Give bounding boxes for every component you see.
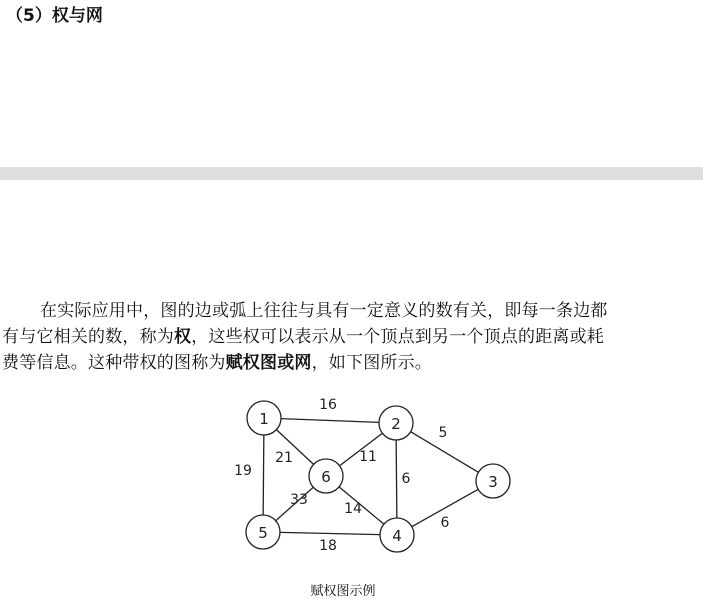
figure-caption: 赋权图示例 [310, 584, 376, 599]
graph-nodes [246, 401, 510, 552]
edge-weight-3-4: 6 [440, 515, 450, 531]
paragraph-line-2-prefix: 有与它相关的数，称为 [2, 327, 174, 347]
edge-weight-2-3: 5 [438, 425, 448, 441]
edge-weight-1-5: 19 [234, 463, 252, 479]
graph-edge-1-2 [281, 419, 379, 423]
edge-weight-2-6: 11 [359, 449, 377, 465]
edge-weight-1-6: 21 [275, 450, 293, 466]
term-weighted-graph: 赋权图或网 [225, 353, 312, 373]
edge-weight-1-2: 16 [319, 397, 337, 413]
graph-edge-1-5 [263, 435, 264, 515]
graph-node-label-2: 2 [391, 415, 401, 433]
graph-node-label-4: 4 [392, 527, 402, 545]
graph-node-label-1: 1 [259, 410, 269, 428]
paragraph-line-2-suffix: ，这些权可以表示从一个顶点到另一个顶点的距离或耗 [191, 327, 605, 347]
graph-node-label-6: 6 [321, 468, 331, 486]
graph-node-label-5: 5 [258, 524, 268, 542]
edge-weight-6-4: 14 [344, 501, 362, 517]
edge-weight-5-4: 18 [319, 538, 337, 554]
paragraph-line-3-suffix: ，如下图所示。 [311, 353, 433, 373]
paragraph-line-3-prefix: 费等信息。这种带权的图称为 [2, 353, 226, 373]
graph-node-label-3: 3 [488, 473, 498, 491]
graph-edge-2-4 [396, 440, 397, 518]
edge-weight-2-4: 6 [401, 471, 411, 487]
edge-weight-6-5: 33 [290, 492, 308, 508]
section-title: （5）权与网 [6, 6, 103, 26]
paragraph-line-1: 在实际应用中，图的边或弧上往往与具有一定意义的数有关，即每一条边都 [40, 301, 608, 321]
term-weight: 权 [174, 327, 192, 347]
graph-edge-5-4 [280, 532, 380, 534]
